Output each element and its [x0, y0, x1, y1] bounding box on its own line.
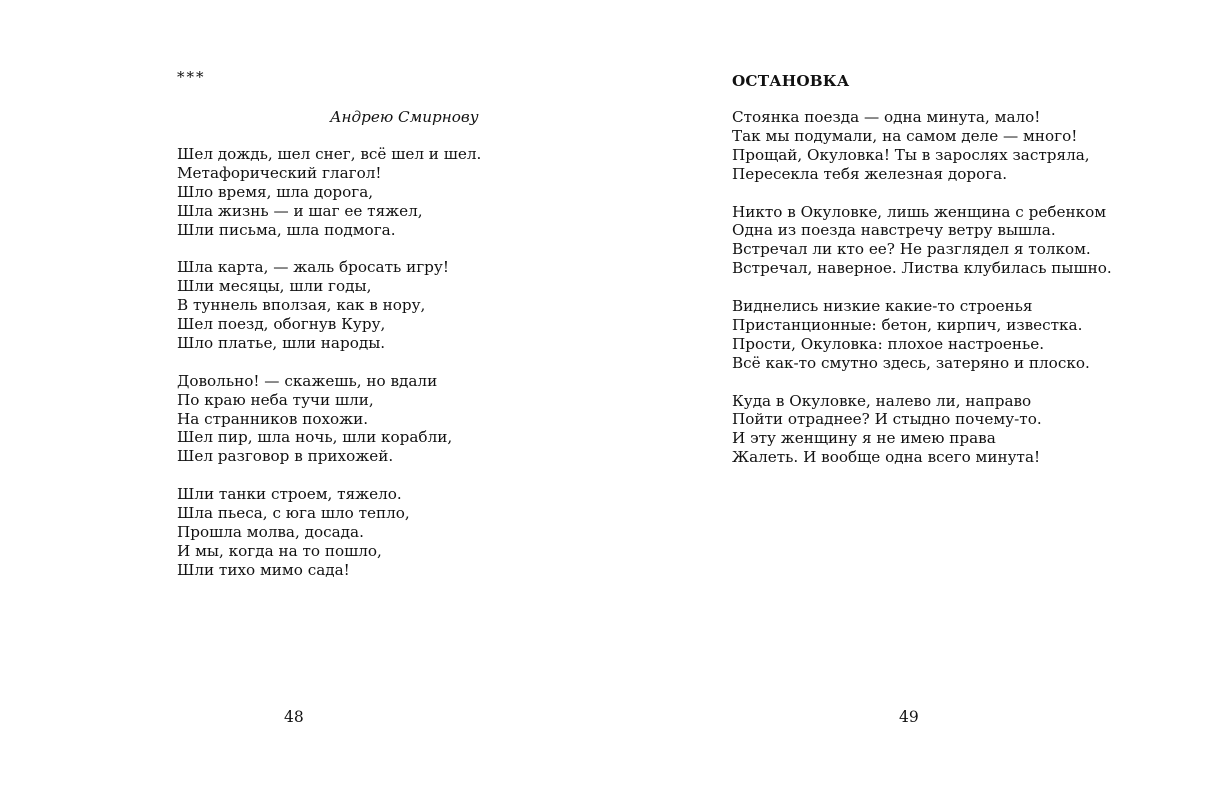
poem-line: Пересекла тебя железная дорога.	[732, 164, 1008, 183]
poem-title: ОСТАНОВКА	[732, 72, 850, 90]
poem-line: Шла жизнь — и шаг ее тяжел,	[177, 201, 423, 220]
stanza-4	[732, 392, 1112, 468]
poem-line: Встречал ли кто ее? Не разглядел я толком.	[732, 240, 1091, 259]
poem-line: Шло время, шла дорога,	[177, 182, 374, 201]
poem-line: По краю неба тучи шли,	[177, 390, 374, 409]
poem-line: Шли письма, шла подмога.	[177, 220, 396, 239]
poem-line: Прошла молва, досада.	[177, 522, 364, 541]
stanza-2	[177, 258, 477, 353]
stanza-1	[732, 108, 1112, 184]
poem-line: Шли месяцы, шли годы,	[177, 277, 372, 296]
right-page	[606, 0, 1212, 800]
poem-line: Шел поезд, обогнув Куру,	[177, 315, 386, 334]
stanza-2	[732, 203, 1112, 279]
poem-line: Шла пьеса, с юга шло тепло,	[177, 504, 410, 523]
stanza-4	[177, 485, 477, 580]
right-poem	[732, 68, 1112, 486]
poem-line: Прости, Окуловка: плохое настроенье.	[732, 334, 1045, 353]
poem-line: На странников похожи.	[177, 409, 369, 428]
poem-line: Шли тихо мимо сада!	[177, 560, 350, 579]
poem-line: Встречал, наверное. Листва клубилась пышно.	[732, 259, 1112, 278]
stanza-1	[177, 144, 482, 240]
stanza-3	[732, 297, 1112, 373]
poem-line: Пойти отраднее? И стыдно почему-то.	[732, 410, 1042, 429]
left-poem	[177, 68, 482, 599]
poem-line: Одна из поезда навстречу ветру вышла.	[732, 221, 1056, 240]
poem-line: Метафорический глагол!	[177, 163, 382, 182]
poem-line: Стоянка поезда — одна минута, мало!	[732, 108, 1041, 126]
poem-line: Шел разговор в прихожей.	[177, 447, 394, 466]
page-number-left: 48	[284, 708, 304, 726]
poem-line: И эту женщину я не имею права	[732, 429, 996, 448]
poem-line: Жалеть. И вообще одна всего минута!	[732, 448, 1041, 467]
poem-line: Шел пир, шла ночь, шли корабли,	[177, 428, 453, 447]
poem-line: Шел дождь, шел снег, всё шел и шел.	[177, 144, 482, 163]
poem-line: Довольно! — скажешь, но вдали	[177, 371, 438, 390]
poem-line: Пристанционные: бетон, кирпич, известка.	[732, 315, 1083, 334]
poem-line: Шли танки строем, тяжело.	[177, 485, 402, 504]
poem-line: Всё как-то смутно здесь, затеряно и плоско.	[732, 353, 1090, 372]
poem-stars-heading: ***	[177, 68, 206, 86]
poem-line: Прощай, Окуловка! Ты в зарослях застряла,	[732, 145, 1090, 164]
poem-line: Никто в Окуловке, лишь женщина с ребенком	[732, 202, 1107, 221]
poem-line: Куда в Окуловке, налево ли, направо	[732, 391, 1032, 410]
poem-line: Шла карта, — жаль бросать игру!	[177, 258, 449, 277]
poem-line: В туннель вползая, как в нору,	[177, 296, 426, 315]
poem-line: И мы, когда на то пошло,	[177, 541, 382, 560]
poem-line: Виднелись низкие какие-то строенья	[732, 297, 1033, 316]
page-number-right: 49	[899, 708, 919, 726]
poem-dedication: Андрею Смирнову	[330, 108, 479, 126]
poem-line: Шло платье, шли народы.	[177, 333, 386, 352]
stanza-3	[177, 372, 477, 467]
poem-line: Так мы подумали, на самом деле — много!	[732, 126, 1078, 145]
